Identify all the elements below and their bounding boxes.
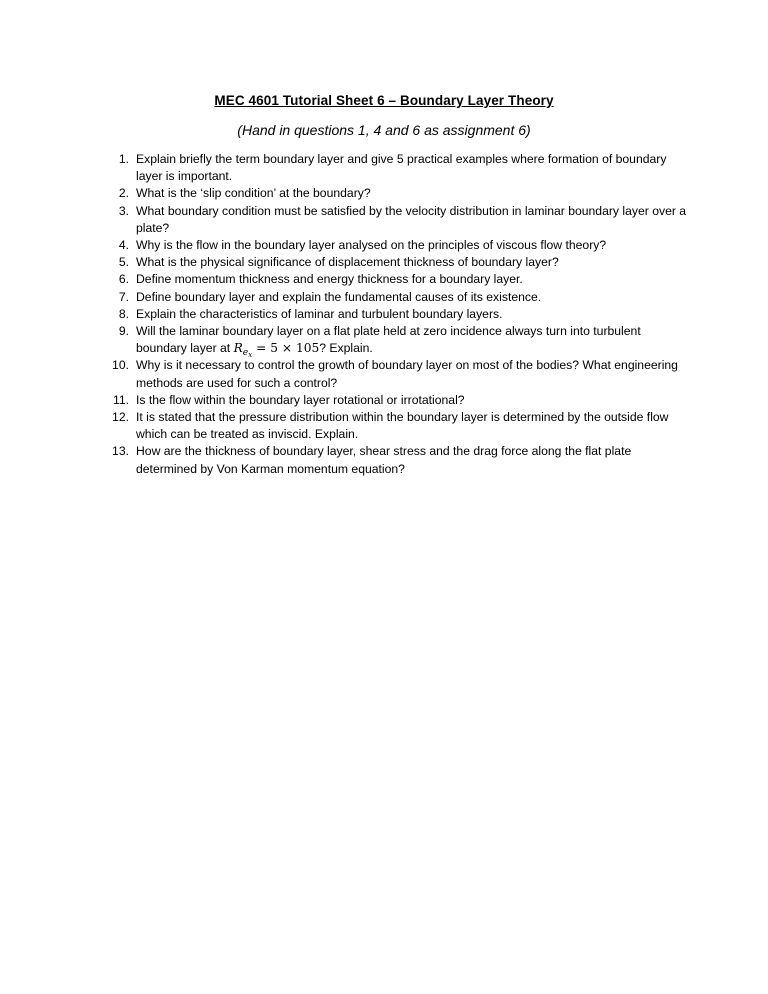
question-item <box>107 409 687 443</box>
question-text-after-math: ? Explain. <box>319 341 373 356</box>
question-number: 7. <box>118 289 129 304</box>
question-item <box>107 237 687 254</box>
question-item <box>107 443 687 477</box>
question-text: It is stated that the pressure distribution within the boundary layer is determined by the outside flow which can be treated as inviscid. Explain. <box>136 410 669 442</box>
question-item <box>107 203 687 237</box>
page-title: MEC 4601 Tutorial Sheet 6 – Boundary Layer Theory <box>214 93 554 108</box>
question-item <box>107 254 687 271</box>
question-item <box>107 357 687 391</box>
math-subscript: e <box>242 347 249 358</box>
question-item <box>107 185 687 202</box>
question-text: Why is the flow in the boundary layer analysed on the principles of viscous flow theory? <box>136 238 607 253</box>
question-list <box>107 151 687 478</box>
page-subtitle: (Hand in questions 1, 4 and 6 as assignment 6) <box>237 122 531 138</box>
question-text: Is the flow within the boundary layer rotational or irrotational? <box>136 392 465 407</box>
question-item <box>107 392 687 409</box>
question-item <box>107 323 687 357</box>
question-number: 3. <box>118 203 129 218</box>
question-text-before-math: Will the laminar boundary layer on a flat plate held at zero incidence always turn into turbulent boundary layer at <box>136 324 641 356</box>
question-number: 12. <box>112 410 129 425</box>
question-number: 13. <box>112 444 129 459</box>
question-text: Define boundary layer and explain the fundamental causes of its existence. <box>136 289 542 304</box>
question-text: How are the thickness of boundary layer, shear stress and the drag force along the flat plate determined by Von Karman momentum equation? <box>136 444 632 476</box>
question-number: 9. <box>118 324 129 339</box>
math-subsubscript: x <box>248 349 253 359</box>
question-item <box>107 306 687 323</box>
question-text: Explain briefly the term boundary layer and give 5 practical examples where formation of boundary layer is important. <box>136 152 667 184</box>
question-number: 8. <box>118 306 129 321</box>
question-text: Explain the characteristics of laminar and turbulent boundary layers. <box>136 306 503 321</box>
question-text: Define momentum thickness and energy thickness for a boundary layer. <box>136 272 523 287</box>
question-number: 5. <box>118 255 129 270</box>
question-number: 4. <box>118 238 129 253</box>
question-item <box>107 289 687 306</box>
question-number: 6. <box>118 272 129 287</box>
question-number: 1. <box>118 152 129 166</box>
question-number: 11. <box>112 392 129 407</box>
question-text: What is the ‘slip condition’ at the boundary? <box>136 186 371 201</box>
question-text: Why is it necessary to control the growth of boundary layer on most of the bodies? What engineering methods are used for such a control? <box>136 358 678 390</box>
question-text: What boundary condition must be satisfied by the velocity distribution in laminar boundary layer over a plate? <box>136 203 687 235</box>
reynolds-number-expression <box>233 341 320 359</box>
math-symbol: R <box>233 341 243 356</box>
question-text: What is the physical significance of displacement thickness of boundary layer? <box>136 255 559 270</box>
question-item <box>107 271 687 288</box>
question-number: 10. <box>112 358 129 373</box>
question-item <box>107 151 687 185</box>
question-number: 2. <box>118 186 129 201</box>
math-value: = 5 × 105 <box>252 341 320 356</box>
